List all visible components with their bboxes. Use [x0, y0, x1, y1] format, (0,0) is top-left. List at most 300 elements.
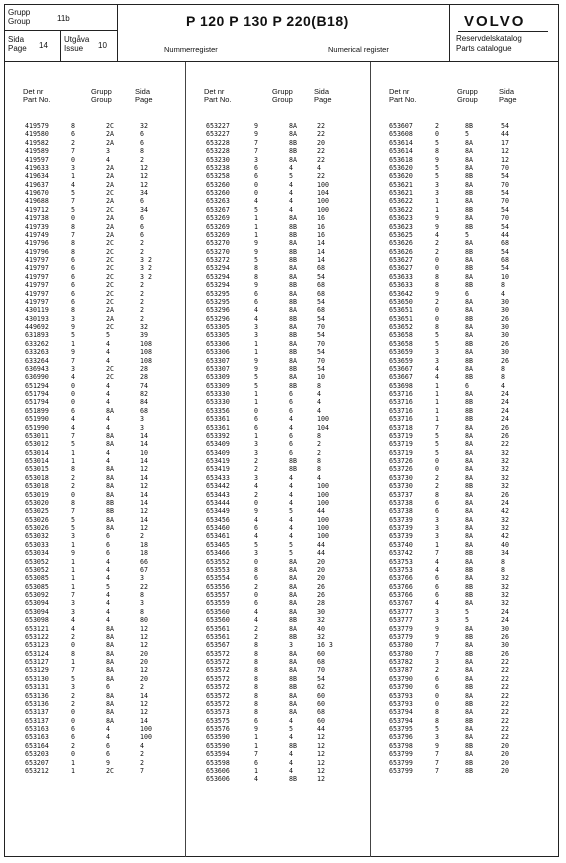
- group-code: 4: [289, 532, 293, 541]
- group-code: 8A: [289, 214, 297, 223]
- page-number: 12: [140, 699, 148, 708]
- group-code: 8A: [465, 473, 473, 482]
- register-row: [186, 206, 370, 214]
- page-number: 4: [317, 390, 321, 398]
- register-row: [186, 725, 370, 733]
- check-digit: 9: [435, 624, 439, 633]
- page-number: 22: [317, 172, 325, 181]
- register-row: [5, 658, 185, 666]
- group-code: 8A: [465, 691, 473, 700]
- register-row: [371, 683, 559, 691]
- check-digit: 9: [71, 348, 75, 357]
- register-row: [5, 273, 185, 281]
- register-row: [371, 407, 559, 415]
- check-digit: 8: [254, 699, 258, 708]
- register-row: [371, 432, 559, 440]
- register-row: [5, 650, 185, 658]
- register-row: [186, 608, 370, 616]
- page-number: 8: [317, 431, 321, 440]
- register-rows: [371, 122, 559, 775]
- page-number: 108: [140, 356, 152, 365]
- part-number: 653626: [389, 247, 413, 256]
- group-code: 8A: [465, 515, 473, 524]
- group-code: 2C: [106, 122, 114, 130]
- register-row: [371, 742, 559, 750]
- part-number: 653642: [389, 289, 413, 298]
- group-code: 2C: [106, 189, 114, 197]
- part-number: 653556: [206, 582, 230, 591]
- group-code: 2A: [106, 230, 114, 239]
- group-code: 6: [289, 398, 293, 407]
- register-row: [371, 365, 559, 373]
- group-header: Grupp Group: [272, 87, 293, 104]
- part-number: 419579: [25, 122, 49, 130]
- check-digit: 5: [435, 725, 439, 733]
- part-number: 653560: [206, 607, 230, 616]
- group-cell: [5, 5, 118, 31]
- register-row: [5, 641, 185, 649]
- page-number: 108: [140, 348, 152, 357]
- part-number: 653094: [25, 599, 49, 608]
- page-number: 54: [501, 189, 509, 197]
- group-code: 4: [106, 415, 110, 424]
- register-row: [5, 231, 185, 239]
- check-digit: 8: [254, 666, 258, 675]
- register-row: [186, 156, 370, 164]
- check-digit: 1: [254, 733, 258, 742]
- register-row: [5, 717, 185, 725]
- part-number: 653740: [389, 540, 413, 549]
- group-code: 5: [289, 540, 293, 549]
- group-code: 8A: [106, 666, 114, 675]
- page-number: 22: [317, 130, 325, 139]
- register-row: [5, 482, 185, 490]
- page-number: 2: [140, 239, 144, 248]
- check-digit: 1: [71, 574, 75, 583]
- page-number: 68: [317, 289, 325, 298]
- page-number: 16: [317, 214, 325, 223]
- register-row: [186, 474, 370, 482]
- part-number: 653793: [389, 691, 413, 700]
- page-number: 2: [140, 247, 144, 256]
- register-row: [5, 164, 185, 172]
- register-row: [5, 197, 185, 205]
- part-number: 653392: [206, 431, 230, 440]
- check-digit: 6: [254, 524, 258, 532]
- page-number: 54: [317, 314, 325, 323]
- group-code: 8B: [106, 498, 114, 507]
- group-code: 8B: [465, 281, 473, 290]
- register-row: [186, 348, 370, 356]
- register-row: [186, 264, 370, 272]
- check-digit: 8: [71, 498, 75, 507]
- part-number: 653766: [389, 591, 413, 599]
- page-number: 44: [317, 540, 325, 549]
- check-digit: 2: [71, 699, 75, 708]
- part-number: 653793: [389, 699, 413, 708]
- register-row: [186, 549, 370, 557]
- page-number: 2: [140, 750, 144, 759]
- group-code: 8A: [289, 574, 297, 583]
- group-code: 8A: [465, 138, 473, 147]
- check-digit: 2: [254, 582, 258, 591]
- group-code: 8A: [289, 599, 297, 608]
- register-row: [186, 683, 370, 691]
- part-number: 653296: [206, 306, 230, 315]
- group-code: 6: [106, 750, 110, 759]
- register-row: [186, 290, 370, 298]
- check-digit: 3: [71, 599, 75, 608]
- register-row: [5, 440, 185, 448]
- group-code: 8A: [289, 565, 297, 574]
- group-code: 4: [106, 457, 110, 465]
- page-number: 20: [317, 557, 325, 566]
- group-code: 6: [106, 532, 110, 541]
- register-row: [5, 382, 185, 390]
- part-number: 653796: [389, 733, 413, 742]
- page-number: 62: [317, 683, 325, 692]
- group-code: 8A: [465, 498, 473, 507]
- part-number: 653767: [389, 599, 413, 608]
- register-row: [371, 725, 559, 733]
- page-number: 44: [501, 130, 509, 139]
- register-row: [371, 491, 559, 499]
- part-number: 631893: [25, 331, 49, 340]
- part-number: 653625: [389, 230, 413, 239]
- group-code: 8A: [465, 540, 473, 549]
- group-code: 8A: [289, 289, 297, 298]
- page-number: 2: [140, 758, 144, 767]
- check-digit: 6: [71, 406, 75, 415]
- page-number: 8: [501, 364, 505, 373]
- part-number: 653766: [389, 574, 413, 583]
- part-number: 653258: [206, 172, 230, 181]
- part-number: 653305: [206, 323, 230, 331]
- page-number: 6: [140, 230, 144, 239]
- register-row: [5, 700, 185, 708]
- page-number: 26: [501, 431, 509, 440]
- check-digit: 0: [254, 591, 258, 599]
- register-row: [186, 164, 370, 172]
- group-code: 8A: [465, 507, 473, 516]
- part-number: 653270: [206, 247, 230, 256]
- check-digit: 4: [435, 565, 439, 574]
- group-code: 8A: [465, 180, 473, 189]
- part-number: 653305: [206, 331, 230, 340]
- check-digit: 1: [71, 457, 75, 465]
- check-digit: 1: [254, 222, 258, 231]
- page-number: 20: [317, 574, 325, 583]
- register-row: [5, 474, 185, 482]
- group-code: 8B: [465, 406, 473, 415]
- register-row: [186, 750, 370, 758]
- group-code: 8A: [289, 607, 297, 616]
- group-code: 8A: [465, 641, 473, 650]
- check-digit: 3: [435, 524, 439, 532]
- issue-value: 10: [98, 41, 107, 50]
- register-row: [186, 214, 370, 222]
- page-number: 32: [501, 457, 509, 465]
- group-code: 8A: [106, 431, 114, 440]
- page-number: 26: [317, 591, 325, 599]
- part-number: 636943: [25, 364, 49, 373]
- group-code: 8A: [465, 306, 473, 315]
- check-digit: 6: [71, 256, 75, 264]
- register-row: [371, 390, 559, 398]
- check-digit: 6: [254, 574, 258, 583]
- part-number: 651990: [25, 415, 49, 424]
- check-digit: 6: [435, 582, 439, 591]
- check-digit: 6: [71, 272, 75, 281]
- page-number: 30: [501, 624, 509, 633]
- check-digit: 6: [71, 289, 75, 298]
- page-number: 68: [317, 708, 325, 717]
- part-number: 653567: [206, 641, 230, 650]
- group-code: 8B: [289, 247, 297, 256]
- group-code: 8A: [289, 373, 297, 382]
- part-number: 449692: [25, 323, 49, 331]
- page-number: 54: [317, 674, 325, 683]
- register-row: [5, 415, 185, 423]
- check-digit: 6: [435, 683, 439, 692]
- page-number: 30: [317, 607, 325, 616]
- part-number: 653020: [25, 498, 49, 507]
- check-digit: 6: [71, 264, 75, 273]
- register-row: [5, 398, 185, 406]
- register-row: [186, 524, 370, 532]
- check-digit: 8: [435, 708, 439, 717]
- part-number: 653026: [25, 515, 49, 524]
- register-row: [371, 574, 559, 582]
- group-code: 8A: [106, 641, 114, 650]
- register-row: [371, 759, 559, 767]
- page-number: 20: [140, 674, 148, 683]
- part-number: 653034: [25, 549, 49, 558]
- part-number: 653433: [206, 473, 230, 482]
- page-number: 2: [140, 297, 144, 306]
- group-code: 2A: [106, 163, 114, 172]
- register-row: [186, 281, 370, 289]
- check-digit: 3: [435, 180, 439, 189]
- part-number: 653443: [206, 490, 230, 499]
- check-digit: 9: [254, 122, 258, 130]
- check-digit: 1: [435, 415, 439, 424]
- check-digit: 1: [71, 557, 75, 566]
- page-number: 100: [140, 725, 152, 733]
- page-number: 3: [140, 423, 144, 432]
- check-digit: 6: [71, 297, 75, 306]
- check-digit: 8: [254, 674, 258, 683]
- check-digit: 1: [435, 540, 439, 549]
- register-row: [186, 306, 370, 314]
- register-row: [5, 373, 185, 381]
- group-code: 2A: [106, 172, 114, 181]
- page-number: 12: [501, 147, 509, 156]
- group-code: 8B: [465, 699, 473, 708]
- group-code: 8A: [289, 356, 297, 365]
- group-code: 8B: [289, 138, 297, 147]
- check-digit: 6: [435, 591, 439, 599]
- part-number: 653623: [389, 214, 413, 223]
- register-row: [186, 767, 370, 775]
- group-code: 8A: [289, 272, 297, 281]
- check-digit: 8: [71, 239, 75, 248]
- part-number: 653012: [25, 440, 49, 449]
- check-digit: 0: [71, 214, 75, 223]
- group-code: 8A: [465, 599, 473, 608]
- group-code: 8A: [465, 666, 473, 675]
- group-code: 4: [106, 616, 110, 625]
- page-number: 26: [501, 423, 509, 432]
- page-number: 28: [140, 373, 148, 382]
- page-number: 22: [501, 699, 509, 708]
- part-number: 653572: [206, 674, 230, 683]
- register-row: [5, 340, 185, 348]
- part-number: 653330: [206, 390, 230, 398]
- check-digit: 8: [435, 490, 439, 499]
- group-code: 2A: [106, 214, 114, 223]
- register-row: [371, 558, 559, 566]
- page-number: 28: [317, 599, 325, 608]
- group-code: 5: [465, 130, 469, 139]
- check-digit: 1: [254, 214, 258, 223]
- page-number: 54: [501, 172, 509, 181]
- part-number: 653742: [389, 549, 413, 558]
- part-number: 653212: [25, 766, 49, 775]
- check-digit: 1: [71, 339, 75, 348]
- page-number: 6: [140, 130, 144, 139]
- register-row: [371, 130, 559, 138]
- part-number: 653606: [206, 775, 230, 784]
- page-number: 22: [317, 122, 325, 130]
- group-label-sv: Grupp: [8, 8, 31, 17]
- part-number: 653560: [206, 616, 230, 625]
- register-row: [186, 449, 370, 457]
- group-code: 4: [106, 607, 110, 616]
- part-number: 653718: [389, 423, 413, 432]
- group-header: Grupp Group: [91, 87, 112, 104]
- page-number: 84: [140, 398, 148, 407]
- group-code: 4: [289, 423, 293, 432]
- part-number: 653309: [206, 381, 230, 390]
- register-row: [186, 633, 370, 641]
- check-digit: 8: [71, 306, 75, 315]
- part-number: 653572: [206, 649, 230, 658]
- page-number: 32: [501, 599, 509, 608]
- check-digit: 4: [254, 775, 258, 784]
- group-code: 8A: [106, 716, 114, 725]
- part-number: 653018: [25, 473, 49, 482]
- catalogue-title-en: Parts catalogue: [456, 44, 512, 53]
- part-number: 653794: [389, 716, 413, 725]
- page-number: 4: [501, 289, 505, 298]
- register-row: [5, 616, 185, 624]
- register-row: [371, 625, 559, 633]
- part-number: 653294: [206, 264, 230, 273]
- group-code: 4: [106, 339, 110, 348]
- check-digit: 5: [71, 189, 75, 197]
- check-digit: 2: [71, 138, 75, 147]
- group-code: 8A: [289, 130, 297, 139]
- register-row: [371, 692, 559, 700]
- check-digit: 8: [254, 641, 258, 650]
- check-digit: 0: [254, 406, 258, 415]
- part-number: 653094: [25, 607, 49, 616]
- part-number: 653026: [25, 524, 49, 532]
- part-number: 653766: [389, 582, 413, 591]
- page-number: 2: [317, 440, 321, 449]
- page-number: 26: [501, 339, 509, 348]
- check-digit: 3: [254, 331, 258, 340]
- group-code: 4: [289, 750, 293, 759]
- part-number: 633264: [25, 356, 49, 365]
- page-number: 100: [317, 205, 329, 214]
- register-row: [371, 172, 559, 180]
- register-row: [5, 357, 185, 365]
- check-digit: 1: [254, 766, 258, 775]
- page-number: 14: [140, 440, 148, 449]
- check-digit: 4: [71, 415, 75, 424]
- check-digit: 2: [71, 741, 75, 750]
- register-row: [371, 474, 559, 482]
- register-row: [186, 331, 370, 339]
- group-code: 8A: [289, 649, 297, 658]
- group-code: 8B: [289, 348, 297, 357]
- page-number: 24: [501, 607, 509, 616]
- check-digit: 7: [71, 230, 75, 239]
- group-code: 8A: [106, 515, 114, 524]
- check-digit: 1: [254, 431, 258, 440]
- page-number: 26: [501, 649, 509, 658]
- register-row: [5, 499, 185, 507]
- group-code: 6: [106, 540, 110, 549]
- group-code: 8A: [289, 339, 297, 348]
- part-number: 653559: [206, 599, 230, 608]
- part-number: 653456: [206, 515, 230, 524]
- part-number: 653466: [206, 549, 230, 558]
- group-code: 8A: [465, 147, 473, 156]
- check-digit: 3: [71, 607, 75, 616]
- page-number: 32: [501, 574, 509, 583]
- page-number: 12: [140, 641, 148, 650]
- page-number: 14: [140, 498, 148, 507]
- page-number: 3: [140, 415, 144, 424]
- check-digit: 5: [71, 524, 75, 532]
- register-row: [371, 315, 559, 323]
- group-code: 8A: [465, 448, 473, 457]
- page-number: 70: [501, 163, 509, 172]
- part-number: 419580: [25, 130, 49, 139]
- check-digit: 1: [71, 758, 75, 767]
- group-code: 4: [289, 415, 293, 424]
- group-code: 8A: [465, 348, 473, 357]
- check-digit: 1: [254, 398, 258, 407]
- check-digit: 0: [254, 557, 258, 566]
- part-number: 653136: [25, 691, 49, 700]
- check-digit: 7: [435, 766, 439, 775]
- part-number: 653269: [206, 230, 230, 239]
- check-digit: 7: [71, 431, 75, 440]
- page-number: 104: [317, 423, 329, 432]
- register-row: [371, 231, 559, 239]
- register-row: [371, 532, 559, 540]
- group-code: 8A: [465, 431, 473, 440]
- part-number: 653787: [389, 666, 413, 675]
- group-code: 6: [106, 683, 110, 692]
- page-number: 67: [140, 565, 148, 574]
- part-number: 653575: [206, 716, 230, 725]
- part-number: 653622: [389, 197, 413, 206]
